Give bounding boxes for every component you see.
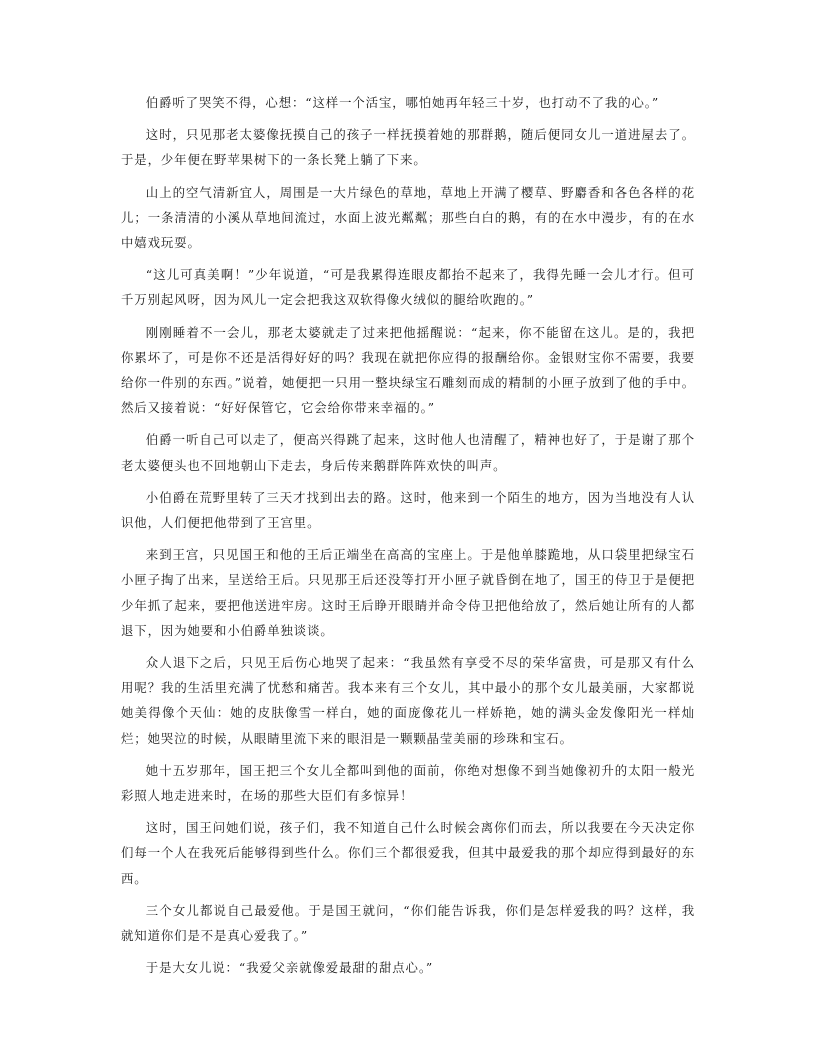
- paragraph: 三个女儿都说自己最爱他。于是国王就问，“你们能告诉我，你们是怎样爱我的吗？这样，我就知道你们是不是真心爱我了。”: [121, 902, 695, 944]
- paragraph: 来到王宫，只见国王和他的王后正端坐在高高的宝座上。于是他单膝跪地，从口袋里把绿宝石小匣子掏了出来，呈送给王后。只见那王后还没等打开小匣子就昏倒在地了，国王的侍卫于是便把少年抓了起来，要把他送进牢房。这时王后睁开眼睛并命令侍卫把他给放了，然后她让所有的人都退下，因为她要和小伯爵单独谈谈。: [121, 547, 695, 638]
- paragraph: 众人退下之后，只见王后伤心地哭了起来：“我虽然有享受不尽的荣华富贵，可是那又有什么用呢？我的生活里充满了忧愁和痛苦。我本来有三个女儿，其中最小的那个女儿最美丽，大家都说她美得像个天仙：她的皮肤像雪一样白，她的面庞像花儿一样娇艳，她的满头金发像阳光一样灿烂；她哭泣的时候，从眼睛里流下来的眼泪是一颗颗晶莹美丽的珍珠和宝石。: [121, 655, 695, 746]
- paragraph: 她十五岁那年，国王把三个女儿全都叫到他的面前，你绝对想像不到当她像初升的太阳一般光彩照人地走进来时，在场的那些大臣们有多惊异！: [121, 762, 695, 804]
- paragraph: 山上的空气清新宜人，周围是一大片绿色的草地，草地上开满了樱草、野麝香和各色各样的花儿；一条清清的小溪从草地间流过，水面上波光粼粼；那些白白的鹅，有的在水中漫步，有的在水中嬉戏玩耍。: [121, 184, 695, 251]
- paragraph: 小伯爵在荒野里转了三天才找到出去的路。这时，他来到一个陌生的地方，因为当地没有人认识他，人们便把他带到了王宫里。: [121, 489, 695, 531]
- paragraph: 伯爵听了哭笑不得，心想：“这样一个活宝，哪怕她再年轻三十岁，也打动不了我的心。”: [145, 95, 660, 110]
- paragraph: “这儿可真美啊！”少年说道，“可是我累得连眼皮都抬不起来了，我得先睡一会儿才行。但可千万别起风呀，因为风儿一定会把我这双软得像火绒似的腿给吹跑的。”: [121, 267, 695, 308]
- paragraph: 于是大女儿说：“我爱父亲就像爱最甜的甜点心。”: [145, 960, 434, 976]
- paragraph: 伯爵一听自己可以走了，便高兴得跳了起来，这时他人也清醒了，精神也好了，于是谢了那个老太婆便头也不回地朝山下走去，身后传来鹅群阵阵欢快的叫声。: [121, 432, 695, 473]
- document-page: [121, 90, 695, 988]
- paragraph: 这时，国王问她们说，孩子们，我不知道自己什么时候会离你们而去，所以我要在今天决定你们每一个人在我死后能够得到些什么。你们三个都很爱我，但其中最爱我的那个却应得到最好的东西。: [121, 820, 695, 886]
- paragraph: 刚刚睡着不一会儿，那老太婆就走了过来把他摇醒说：“起来，你不能留在这儿。是的，我把你累坏了，可是你不还是活得好好的吗？我现在就把你应得的报酬给你。金银财宝你不需要，我要给你一件别的东西。”说着，她便把一只用一整块绿宝石雕刻而成的精制的小匣子放到了他的手中。然后又接着说：“好好保管它，它会给你带来幸福的。”: [121, 324, 695, 416]
- paragraph: 这时，只见那老太婆像抚摸自己的孩子一样抚摸着她的那群鹅，随后便同女儿一道进屋去了。于是，少年便在野苹果树下的一条长凳上躺了下来。: [121, 127, 695, 168]
